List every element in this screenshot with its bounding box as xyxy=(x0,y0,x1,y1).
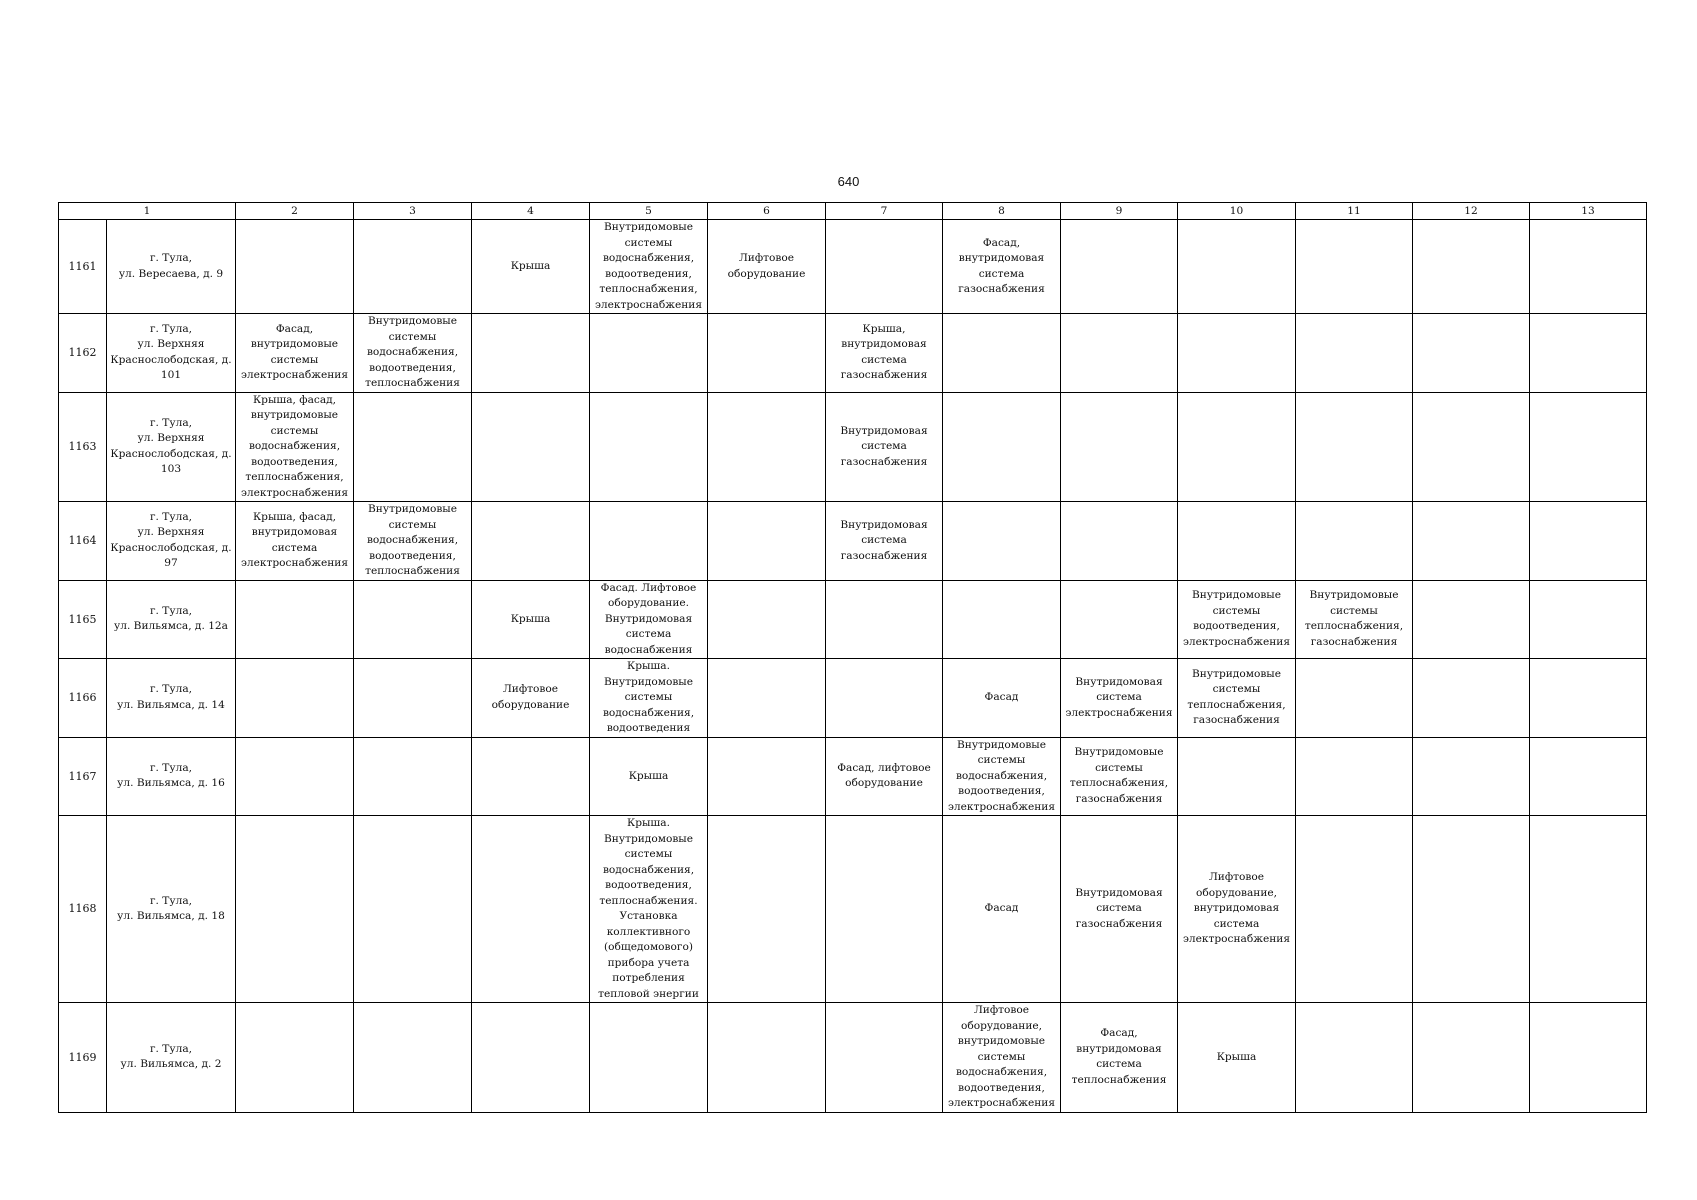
work-cell-col-3 xyxy=(354,502,472,581)
header-cell-10: 10 xyxy=(1178,203,1296,220)
work-cell-col-8 xyxy=(943,659,1061,738)
work-cell-col-8 xyxy=(943,502,1061,581)
table-body xyxy=(59,220,1647,1113)
work-cell-col-2 xyxy=(236,392,354,502)
work-cell-col-3 xyxy=(354,816,472,1003)
work-cell-col-11 xyxy=(1296,220,1413,314)
work-cell-col-2 xyxy=(236,1003,354,1113)
work-description: Фасад, лифтовое оборудование xyxy=(837,761,931,790)
work-cell-col-6 xyxy=(708,1003,826,1113)
row-number: 1163 xyxy=(59,392,107,502)
address-cell xyxy=(107,314,236,393)
address-text: г. Тула, ул. Верхняя Краснослободская, д. 103 xyxy=(110,416,232,476)
table-row xyxy=(59,580,1647,659)
work-description: Лифтовое оборудование xyxy=(727,252,806,280)
header-cell-1: 1 xyxy=(59,203,236,220)
work-description: Лифтовое оборудование, внутридомовые системы водоснабжения, водоотведения, электроснабжения xyxy=(947,1004,1056,1109)
row-number: 1164 xyxy=(59,502,107,581)
work-cell-col-11 xyxy=(1296,737,1413,816)
work-cell-col-8 xyxy=(943,580,1061,659)
work-description: Крыша xyxy=(510,259,551,272)
work-cell-col-5 xyxy=(590,816,708,1003)
work-cell-col-10 xyxy=(1178,314,1296,393)
work-cell-col-3 xyxy=(354,737,472,816)
address-cell xyxy=(107,580,236,659)
work-cell-col-12 xyxy=(1413,580,1530,659)
address-cell xyxy=(107,659,236,738)
work-cell-col-9 xyxy=(1061,659,1178,738)
work-description: Внутридомовая система газоснабжения xyxy=(1075,886,1163,930)
work-cell-col-5 xyxy=(590,502,708,581)
work-cell-col-11 xyxy=(1296,816,1413,1003)
work-description: Лифтовое оборудование, внутридомовая система электроснабжения xyxy=(1182,871,1291,946)
header-cell-9: 9 xyxy=(1061,203,1178,220)
work-cell-col-6 xyxy=(708,580,826,659)
row-number: 1162 xyxy=(59,314,107,393)
work-cell-col-6 xyxy=(708,737,826,816)
address-cell xyxy=(107,816,236,1003)
work-cell-col-7 xyxy=(826,392,943,502)
header-cell-11: 11 xyxy=(1296,203,1413,220)
work-cell-col-10 xyxy=(1178,1003,1296,1113)
work-cell-col-3 xyxy=(354,392,472,502)
work-cell-col-10 xyxy=(1178,659,1296,738)
address-cell xyxy=(107,737,236,816)
work-cell-col-3 xyxy=(354,1003,472,1113)
work-cell-col-5 xyxy=(590,314,708,393)
work-description: Внутридомовые системы теплоснабжения, газоснабжения xyxy=(1187,667,1286,727)
header-cell-5: 5 xyxy=(590,203,708,220)
header-cell-13: 13 xyxy=(1530,203,1647,220)
work-cell-col-12 xyxy=(1413,502,1530,581)
work-cell-col-7 xyxy=(826,659,943,738)
work-cell-col-4 xyxy=(472,1003,590,1113)
header-cell-8: 8 xyxy=(943,203,1061,220)
work-description: Фасад, внутридомовая система газоснабжения xyxy=(958,236,1045,295)
work-cell-col-7 xyxy=(826,314,943,393)
header-cell-7: 7 xyxy=(826,203,943,220)
row-number: 1167 xyxy=(59,737,107,816)
work-cell-col-13 xyxy=(1530,1003,1647,1113)
work-cell-col-4 xyxy=(472,659,590,738)
work-description: Фасад xyxy=(984,902,1019,915)
work-cell-col-13 xyxy=(1530,737,1647,816)
work-cell-col-11 xyxy=(1296,1003,1413,1113)
header-row xyxy=(59,203,1647,220)
work-cell-col-9 xyxy=(1061,580,1178,659)
work-cell-col-7 xyxy=(826,737,943,816)
work-cell-col-4 xyxy=(472,816,590,1003)
header-cell-2: 2 xyxy=(236,203,354,220)
work-cell-col-9 xyxy=(1061,816,1178,1003)
work-cell-col-3 xyxy=(354,659,472,738)
work-cell-col-5 xyxy=(590,737,708,816)
table-row xyxy=(59,314,1647,393)
row-number: 1168 xyxy=(59,816,107,1003)
work-cell-col-12 xyxy=(1413,1003,1530,1113)
work-cell-col-13 xyxy=(1530,220,1647,314)
work-cell-col-5 xyxy=(590,580,708,659)
work-cell-col-9 xyxy=(1061,314,1178,393)
work-cell-col-4 xyxy=(472,220,590,314)
work-cell-col-10 xyxy=(1178,220,1296,314)
work-cell-col-4 xyxy=(472,580,590,659)
row-number: 1165 xyxy=(59,580,107,659)
work-description: Внутридомовые системы водоснабжения, водоотведения, теплоснабжения xyxy=(365,503,460,577)
work-description: Фасад xyxy=(984,691,1019,703)
address-text: г. Тула, ул. Вересаева, д. 9 xyxy=(118,252,224,280)
header-cell-12: 12 xyxy=(1413,203,1530,220)
work-cell-col-2 xyxy=(236,220,354,314)
work-cell-col-8 xyxy=(943,1003,1061,1113)
work-cell-col-3 xyxy=(354,220,472,314)
work-cell-col-7 xyxy=(826,580,943,659)
work-description: Крыша xyxy=(1216,1050,1257,1063)
work-cell-col-6 xyxy=(708,816,826,1003)
work-cell-col-9 xyxy=(1061,1003,1178,1113)
work-cell-col-13 xyxy=(1530,502,1647,581)
work-cell-col-10 xyxy=(1178,580,1296,659)
row-number: 1161 xyxy=(59,220,107,314)
work-cell-col-13 xyxy=(1530,392,1647,502)
work-description: Крыша, внутридомовая система газоснабжения xyxy=(840,322,928,382)
table-row xyxy=(59,392,1647,502)
work-cell-col-7 xyxy=(826,502,943,581)
work-cell-col-8 xyxy=(943,314,1061,393)
work-cell-col-8 xyxy=(943,816,1061,1003)
work-cell-col-13 xyxy=(1530,816,1647,1003)
address-text: г. Тула, ул. Вильямса, д. 18 xyxy=(117,894,225,922)
work-description: Внутридомовые системы теплоснабжения, газоснабжения xyxy=(1069,746,1169,805)
work-cell-col-9 xyxy=(1061,502,1178,581)
work-cell-col-12 xyxy=(1413,314,1530,393)
row-number: 1169 xyxy=(59,1003,107,1113)
table-row xyxy=(59,816,1647,1003)
work-description: Крыша xyxy=(510,612,551,625)
work-cell-col-10 xyxy=(1178,502,1296,581)
repair-schedule-table xyxy=(58,202,1647,1113)
table-row xyxy=(59,502,1647,581)
work-description: Внутридомовые системы водоснабжения, водоотведения, электроснабжения xyxy=(947,738,1056,813)
work-description: Внутридомовые системы теплоснабжения, газоснабжения xyxy=(1304,589,1404,648)
work-cell-col-6 xyxy=(708,502,826,581)
work-cell-col-2 xyxy=(236,737,354,816)
work-cell-col-12 xyxy=(1413,737,1530,816)
work-cell-col-8 xyxy=(943,220,1061,314)
work-cell-col-12 xyxy=(1413,220,1530,314)
address-cell xyxy=(107,392,236,502)
work-cell-col-12 xyxy=(1413,816,1530,1003)
work-description: Внутридомовые системы водоотведения, электроснабжения xyxy=(1182,589,1291,648)
work-cell-col-8 xyxy=(943,392,1061,502)
work-cell-col-3 xyxy=(354,314,472,393)
work-description: Крыша, фасад, внутридомовая система электроснабжения xyxy=(240,510,349,570)
work-description: Внутридомовые системы водоснабжения, водоотведения, теплоснабжения xyxy=(365,315,460,389)
address-text: г. Тула, ул. Вильямса, д. 14 xyxy=(117,683,225,711)
work-cell-col-4 xyxy=(472,314,590,393)
address-text: г. Тула, ул. Верхняя Краснослободская, д. 101 xyxy=(110,322,232,382)
work-description: Внутридомовая система газоснабжения xyxy=(840,518,928,562)
address-text: г. Тула, ул. Вильямса, д. 2 xyxy=(120,1042,222,1071)
table-row xyxy=(59,659,1647,738)
header-cell-3: 3 xyxy=(354,203,472,220)
work-description: Лифтовое оборудование xyxy=(491,683,570,711)
work-cell-col-4 xyxy=(472,392,590,502)
work-cell-col-13 xyxy=(1530,659,1647,738)
work-cell-col-10 xyxy=(1178,392,1296,502)
work-description: Внутридомовая система электроснабжения xyxy=(1065,675,1173,719)
work-description: Крыша. Внутридомовые системы водоснабжения, водоотведения, теплоснабжения. Установка коллективного (общедомового) прибора учета потребления тепловой энергии xyxy=(598,817,699,1000)
work-description: Фасад. Лифтовое оборудование. Внутридомовая система водоснабжения xyxy=(600,581,697,656)
table-row xyxy=(59,737,1647,816)
table-row xyxy=(59,1003,1647,1113)
work-description: Фасад, внутридомовые системы электроснабжения xyxy=(240,322,349,382)
header-cell-4: 4 xyxy=(472,203,590,220)
work-cell-col-6 xyxy=(708,392,826,502)
work-cell-col-5 xyxy=(590,220,708,314)
address-cell xyxy=(107,502,236,581)
page-number: 640 xyxy=(837,174,860,189)
table-row xyxy=(59,220,1647,314)
work-cell-col-6 xyxy=(708,314,826,393)
work-cell-col-3 xyxy=(354,580,472,659)
work-cell-col-10 xyxy=(1178,737,1296,816)
work-description: Крыша xyxy=(628,769,669,782)
work-cell-col-11 xyxy=(1296,659,1413,738)
work-cell-col-11 xyxy=(1296,314,1413,393)
work-cell-col-12 xyxy=(1413,392,1530,502)
work-cell-col-2 xyxy=(236,659,354,738)
work-cell-col-5 xyxy=(590,1003,708,1113)
work-cell-col-11 xyxy=(1296,580,1413,659)
work-cell-col-2 xyxy=(236,580,354,659)
address-text: г. Тула, ул. Верхняя Краснослободская, д. 97 xyxy=(110,510,232,570)
address-cell xyxy=(107,220,236,314)
work-cell-col-5 xyxy=(590,659,708,738)
work-cell-col-6 xyxy=(708,220,826,314)
work-cell-col-2 xyxy=(236,502,354,581)
work-description: Крыша. Внутридомовые системы водоснабжения, водоотведения xyxy=(602,660,695,734)
work-cell-col-7 xyxy=(826,220,943,314)
work-description: Крыша, фасад, внутридомовые системы водоснабжения, водоотведения, теплоснабжения, электроснабжения xyxy=(240,393,349,499)
work-cell-col-9 xyxy=(1061,392,1178,502)
work-cell-col-2 xyxy=(236,816,354,1003)
row-number: 1166 xyxy=(59,659,107,738)
work-cell-col-4 xyxy=(472,737,590,816)
work-cell-col-7 xyxy=(826,1003,943,1113)
work-cell-col-13 xyxy=(1530,314,1647,393)
work-cell-col-9 xyxy=(1061,737,1178,816)
work-cell-col-10 xyxy=(1178,816,1296,1003)
address-text: г. Тула, ул. Вильямса, д. 16 xyxy=(117,761,225,790)
work-cell-col-6 xyxy=(708,659,826,738)
work-cell-col-5 xyxy=(590,392,708,502)
work-cell-col-7 xyxy=(826,816,943,1003)
work-cell-col-12 xyxy=(1413,659,1530,738)
work-cell-col-2 xyxy=(236,314,354,393)
work-cell-col-9 xyxy=(1061,220,1178,314)
header-cell-6: 6 xyxy=(708,203,826,220)
work-description: Фасад, внутридомовая система теплоснабжения xyxy=(1071,1027,1167,1086)
work-cell-col-11 xyxy=(1296,502,1413,581)
work-description: Внутридомовая система газоснабжения xyxy=(840,424,928,468)
work-cell-col-8 xyxy=(943,737,1061,816)
work-cell-col-11 xyxy=(1296,392,1413,502)
work-cell-col-13 xyxy=(1530,580,1647,659)
address-cell xyxy=(107,1003,236,1113)
work-description: Внутридомовые системы водоснабжения, водоотведения, теплоснабжения, электроснабжения xyxy=(594,221,703,311)
address-text: г. Тула, ул. Вильямса, д. 12а xyxy=(113,604,228,633)
work-cell-col-4 xyxy=(472,502,590,581)
